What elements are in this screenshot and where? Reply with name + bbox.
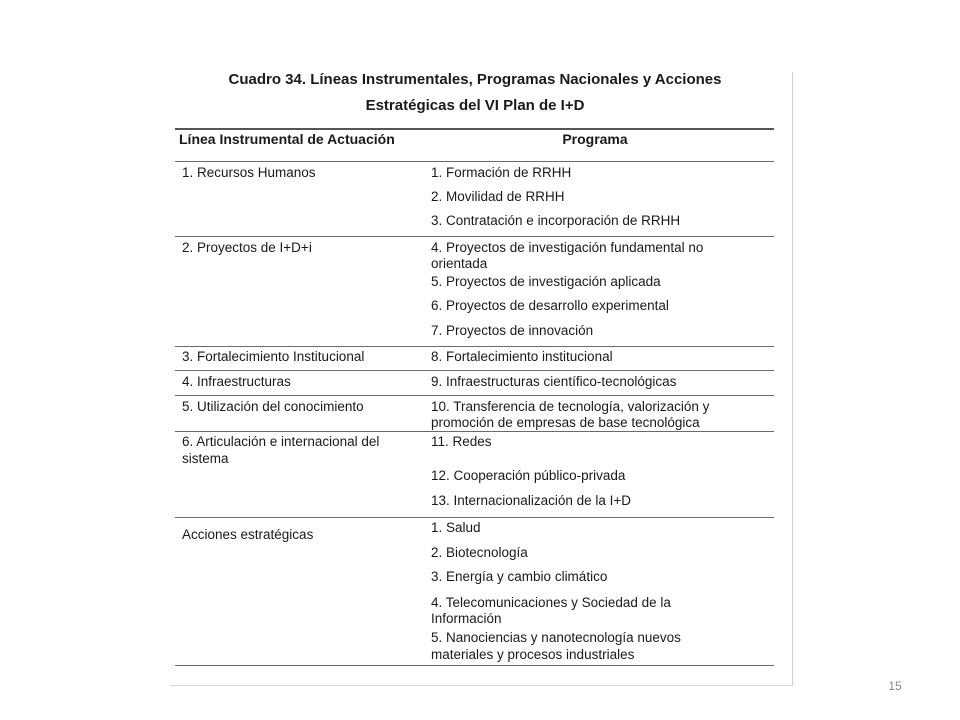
programa-cell: Información	[431, 611, 502, 626]
programa-cell: 4. Proyectos de investigación fundamental no	[431, 240, 704, 255]
programa-cell: 4. Telecomunicaciones y Sociedad de la	[431, 595, 671, 610]
programa-cell: 6. Proyectos de desarrollo experimental	[431, 298, 669, 313]
programa-cell: 3. Energía y cambio climático	[431, 569, 608, 584]
table-title: Estratégicas del VI Plan de I+D	[365, 97, 585, 114]
programa-cell: 5. Proyectos de investigación aplicada	[431, 274, 661, 289]
programa-cell: materiales y procesos industriales	[431, 647, 635, 662]
linea-cell: 6. Articulación e internacional del	[182, 434, 380, 449]
linea-cell: 4. Infraestructuras	[182, 374, 291, 389]
programa-cell: 9. Infraestructuras científico-tecnológicas	[431, 374, 677, 389]
linea-cell: 2. Proyectos de I+D+i	[182, 240, 312, 255]
table-rule	[175, 665, 774, 666]
programa-cell: 1. Salud	[431, 520, 481, 535]
table-rule	[175, 128, 774, 130]
linea-cell: 3. Fortalecimiento Institucional	[182, 349, 365, 364]
table-title: Cuadro 34. Líneas Instrumentales, Programas Nacionales y Acciones	[228, 71, 722, 88]
linea-cell: Acciones estratégicas	[182, 527, 314, 542]
scan-edge	[792, 72, 793, 686]
programa-cell: 3. Contratación e incorporación de RRHH	[431, 213, 681, 228]
programa-cell: 11. Redes	[431, 434, 492, 449]
page-number: 15	[888, 679, 902, 693]
scan-edge	[170, 685, 792, 686]
programa-cell: 1. Formación de RRHH	[431, 165, 572, 180]
table-rule	[175, 431, 774, 432]
programa-cell: 8. Fortalecimiento institucional	[431, 349, 613, 364]
programa-cell: 7. Proyectos de innovación	[431, 323, 594, 338]
programa-cell: 2. Biotecnología	[431, 545, 528, 560]
programa-cell: 12. Cooperación público-privada	[431, 468, 626, 483]
table-rule	[175, 395, 774, 396]
programa-cell: 10. Transferencia de tecnología, valorización y	[431, 399, 710, 414]
programa-cell: 5. Nanociencias y nanotecnología nuevos	[431, 630, 681, 645]
column-header: Programa	[562, 131, 628, 147]
linea-cell: sistema	[182, 451, 229, 466]
table-rule	[175, 517, 774, 518]
programa-cell: 2. Movilidad de RRHH	[431, 189, 565, 204]
table-rule	[175, 346, 774, 347]
table-rule	[175, 370, 774, 371]
table-rule	[175, 161, 774, 162]
programa-cell: promoción de empresas de base tecnológica	[431, 415, 700, 430]
linea-cell: 1. Recursos Humanos	[182, 165, 316, 180]
programa-cell: 13. Internacionalización de la I+D	[431, 493, 632, 508]
linea-cell: 5. Utilización del conocimiento	[182, 399, 364, 414]
table-rule	[175, 236, 774, 237]
column-header: Línea Instrumental de Actuación	[179, 131, 395, 147]
programa-cell: orientada	[431, 256, 488, 271]
